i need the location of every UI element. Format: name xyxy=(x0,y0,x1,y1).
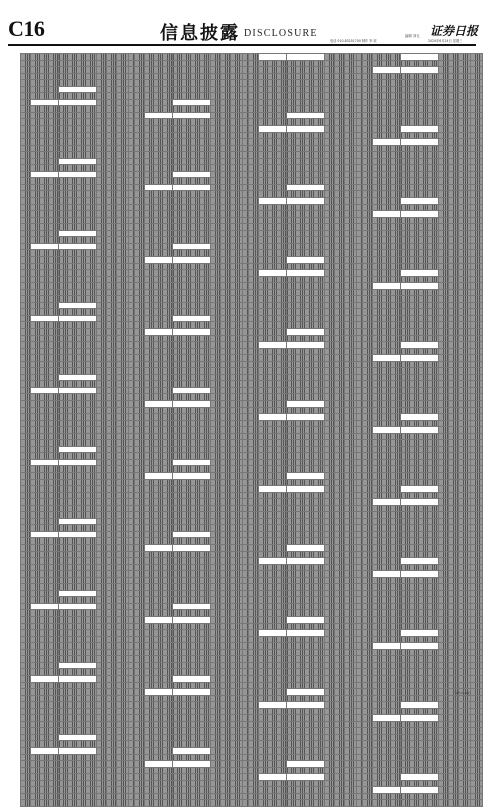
newspaper-logo: 证券日报 xyxy=(430,24,479,38)
table-row xyxy=(249,800,369,807)
table-cell xyxy=(135,800,145,807)
table-cell xyxy=(459,800,471,807)
table-cell xyxy=(117,800,129,807)
table-cell xyxy=(325,800,335,807)
page-footnote: （下转C15版） xyxy=(452,691,473,695)
table-cell xyxy=(31,800,59,807)
table-cell xyxy=(173,800,211,807)
contact-line: 电话 010-83251700 制作 李 波 xyxy=(330,39,377,43)
table-cell xyxy=(439,800,449,807)
table-cell xyxy=(107,800,117,807)
issue-date: 2020年6月24日 星期三 xyxy=(428,39,463,43)
table-row xyxy=(363,800,483,807)
table-cell xyxy=(59,800,97,807)
listing-column-2 xyxy=(134,53,247,807)
listing-table xyxy=(20,53,141,807)
table-cell xyxy=(97,800,107,807)
table-cell xyxy=(259,800,287,807)
table-cell xyxy=(287,800,325,807)
table-cell xyxy=(335,800,345,807)
table-cell xyxy=(471,800,483,807)
section-title: 信息披露 xyxy=(160,23,240,44)
table-cell xyxy=(249,800,259,807)
listing-table xyxy=(248,53,369,807)
listing-table xyxy=(134,53,255,807)
listing-column-3 xyxy=(248,53,361,807)
table-cell xyxy=(363,800,373,807)
table-cell xyxy=(373,800,401,807)
masthead xyxy=(0,0,484,46)
table-cell xyxy=(145,800,173,807)
table-cell xyxy=(221,800,231,807)
table-cell xyxy=(21,800,31,807)
listing-column-1 xyxy=(20,53,133,807)
table-row xyxy=(21,800,141,807)
section-title-english: DISCLOSURE xyxy=(244,28,318,39)
masthead-rule xyxy=(8,44,476,46)
table-cell xyxy=(345,800,357,807)
table-cell xyxy=(401,800,439,807)
page-code: C16 xyxy=(8,16,45,41)
editor-line: 编辑 刘无 xyxy=(405,34,420,38)
table-row xyxy=(135,800,255,807)
table-cell xyxy=(231,800,243,807)
table-cell xyxy=(449,800,459,807)
table-cell xyxy=(211,800,221,807)
